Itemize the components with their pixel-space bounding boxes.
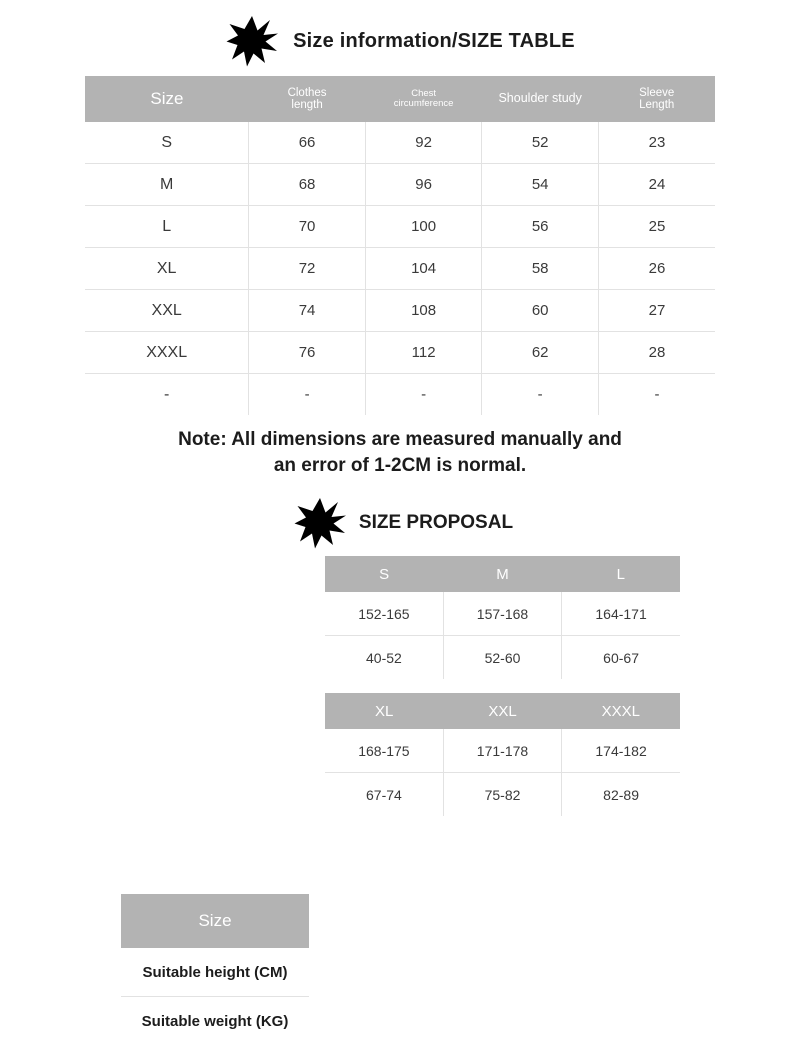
cell-height-s: 152-165 <box>325 592 443 636</box>
cell-clothes-length: 66 <box>249 122 366 164</box>
cell-shoulder: 56 <box>482 206 599 248</box>
cell-chest: 108 <box>365 290 482 332</box>
table-row <box>85 164 715 206</box>
column-header-l: L <box>562 556 680 592</box>
cell-weight-m: 52-60 <box>443 636 561 680</box>
column-header-clothes-length <box>249 76 366 122</box>
header-line-1: Chest <box>411 87 437 99</box>
table-row <box>85 290 715 332</box>
cell-height-m: 157-168 <box>443 592 561 636</box>
table-row <box>85 122 715 164</box>
page-title: Size information/SIZE TABLE <box>293 29 575 52</box>
header-line-2: Length <box>639 99 675 111</box>
cell-shoulder: 60 <box>482 290 599 332</box>
row-label-suitable-weight: Suitable weight (KG) <box>121 997 309 1045</box>
proposal-label-table <box>121 894 309 1045</box>
column-header-chest-circumference <box>365 76 482 122</box>
column-header-sleeve-length <box>598 76 715 122</box>
cell-height-l: 164-171 <box>562 592 680 636</box>
starburst-icon <box>225 14 279 68</box>
proposal-group-small <box>325 556 680 679</box>
proposal-values-block <box>325 556 680 816</box>
column-header-xxl: XXL <box>443 693 561 729</box>
cell-height-xl: 168-175 <box>325 729 443 773</box>
cell-size: XXXL <box>85 332 249 374</box>
cell-weight-xxxl: 82-89 <box>562 773 680 817</box>
cell-weight-l: 60-67 <box>562 636 680 680</box>
cell-size: XXL <box>85 290 249 332</box>
proposal-title: SIZE PROPOSAL <box>358 512 514 534</box>
starburst-icon <box>293 496 347 550</box>
table-header-row <box>121 894 309 948</box>
proposal-header <box>0 496 800 550</box>
cell-clothes-length: 74 <box>249 290 366 332</box>
cell-sleeve: - <box>598 374 715 416</box>
cell-shoulder: 52 <box>482 122 599 164</box>
note-line-2: an error of 1-2CM is normal. <box>273 454 527 476</box>
cell-shoulder: 62 <box>482 332 599 374</box>
table-spacer <box>325 679 680 693</box>
cell-sleeve: 26 <box>598 248 715 290</box>
cell-shoulder: 58 <box>482 248 599 290</box>
table-row <box>121 997 309 1045</box>
cell-sleeve: 28 <box>598 332 715 374</box>
column-header-size: Size <box>85 76 249 122</box>
cell-weight-s: 40-52 <box>325 636 443 680</box>
cell-size: M <box>85 164 249 206</box>
cell-sleeve: 27 <box>598 290 715 332</box>
cell-chest: 96 <box>365 164 482 206</box>
table-row <box>121 948 309 997</box>
size-table-container <box>85 76 715 415</box>
cell-clothes-length: 72 <box>249 248 366 290</box>
table-row <box>325 636 680 680</box>
table-row <box>325 773 680 817</box>
measurement-note <box>0 427 800 478</box>
table-row <box>325 592 680 636</box>
table-header-row <box>325 693 680 729</box>
cell-clothes-length: - <box>249 374 366 416</box>
proposal-section <box>0 556 800 1030</box>
column-header-s: S <box>325 556 443 592</box>
column-header-xl: XL <box>325 693 443 729</box>
proposal-group-large <box>325 693 680 816</box>
header-line-1: Sleeve <box>639 86 675 99</box>
cell-sleeve: 25 <box>598 206 715 248</box>
table-row <box>325 729 680 773</box>
cell-sleeve: 24 <box>598 164 715 206</box>
table-row <box>85 206 715 248</box>
cell-chest: 112 <box>365 332 482 374</box>
cell-chest: 100 <box>365 206 482 248</box>
table-row <box>85 374 715 416</box>
note-line-1: Note: All dimensions are measured manually and <box>178 429 622 450</box>
cell-size: S <box>85 122 249 164</box>
size-table <box>85 76 715 415</box>
table-header-row <box>85 76 715 122</box>
cell-clothes-length: 68 <box>249 164 366 206</box>
header-line-2: circumference <box>393 98 454 109</box>
cell-size: L <box>85 206 249 248</box>
cell-chest: 92 <box>365 122 482 164</box>
cell-shoulder: 54 <box>482 164 599 206</box>
cell-weight-xl: 67-74 <box>325 773 443 817</box>
cell-size: - <box>85 374 249 416</box>
header-line-2: length <box>291 99 323 111</box>
column-header-m: M <box>443 556 561 592</box>
cell-height-xxl: 171-178 <box>443 729 561 773</box>
cell-clothes-length: 76 <box>249 332 366 374</box>
table-row <box>85 332 715 374</box>
column-header-size: Size <box>121 894 309 948</box>
cell-chest: - <box>365 374 482 416</box>
cell-clothes-length: 70 <box>249 206 366 248</box>
column-header-shoulder-study: Shoulder study <box>482 76 599 122</box>
table-row <box>85 248 715 290</box>
page-header <box>0 14 800 68</box>
cell-sleeve: 23 <box>598 122 715 164</box>
cell-chest: 104 <box>365 248 482 290</box>
cell-weight-xxl: 75-82 <box>443 773 561 817</box>
cell-shoulder: - <box>482 374 599 416</box>
row-label-suitable-height: Suitable height (CM) <box>121 948 309 997</box>
cell-height-xxxl: 174-182 <box>562 729 680 773</box>
table-header-row <box>325 556 680 592</box>
cell-size: XL <box>85 248 249 290</box>
header-line-1: Clothes <box>287 86 327 99</box>
column-header-xxxl: XXXL <box>562 693 680 729</box>
